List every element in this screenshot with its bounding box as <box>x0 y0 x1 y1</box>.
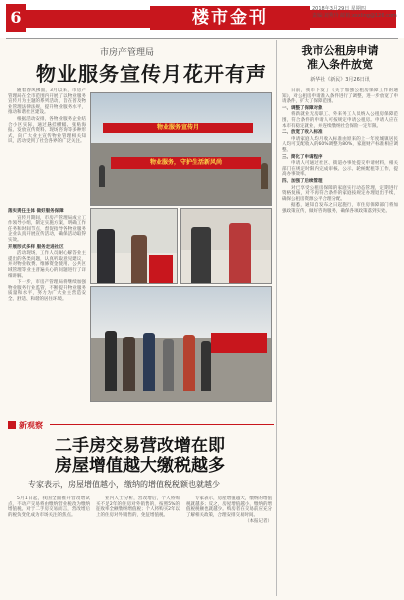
photo-person <box>105 331 117 391</box>
feature-para-3: 专家表示，房屋增值越大，缴纳的增值税就越多；反之，房屋增值越小，缴纳的增值税税额也就越少。购房者在交易前应充分了解相关政策，合理安排交易时间。 <box>186 496 272 518</box>
lead-para-5: 下一步，市房产管理局将继续加强物业服务行业监管，不断提升物业服务质量和水平，努力为广大业主营造安全、舒适、和谐的居住环境。 <box>8 280 86 302</box>
lead-photo-banner-scene <box>90 92 272 206</box>
feature-para-1: 5月1日起，我国全面推开营改增试点，不动产交易将由缴纳营业税改为缴纳增值税。对于二手房交易而言，营改增后的税负变化成为市场关注的焦点。 <box>8 496 90 518</box>
sidebar-subhead-2: 二、放宽了收入标准 <box>282 130 323 136</box>
photo-person <box>99 165 105 187</box>
lead-photo-consultation-2 <box>180 208 272 284</box>
photo-stand <box>149 255 173 283</box>
section-rule <box>50 424 274 425</box>
lead-headline: 物业服务宣传月花开有声 <box>36 62 267 86</box>
photo-person <box>191 227 211 283</box>
lead-subhead-2: 开展形式多样 服务走进社区 <box>8 244 64 250</box>
section-title: 楼市金刊 <box>150 6 310 30</box>
page-header <box>0 0 404 38</box>
lead-subhead-1: 落实责任主体 做好服务保障 <box>8 209 64 214</box>
lead-para-4: 活动现场，工作人员耐心解答业主提出的各类问题，认真听取意见建议，并对物业收费、维修资金使用、公共区域管理等业主普遍关心的问题进行了详细讲解。 <box>8 251 86 279</box>
feature-headline <box>40 436 240 476</box>
photo-ground <box>91 143 271 205</box>
sidebar-para-1: 日前，我市下发了《关于加强公租房保障工作的通知》，对公租房申请准入条件进行了调整，进一步放宽了申请条件，扩大了保障范围。 <box>282 88 398 105</box>
sidebar-headline <box>282 44 398 72</box>
feature-headline-line-2: 房屋增值越大缴税越多 <box>55 456 225 476</box>
feature-author: （本报记者） <box>245 519 272 525</box>
feature-headline-line-1: 二手房交易营改增在即 <box>55 436 225 456</box>
photo-person <box>163 339 174 391</box>
photo-person <box>201 341 211 391</box>
lead-photo-consultation-1 <box>90 208 178 284</box>
sidebar-para-5: 对已享受公租房保障的家庭实行动态管理，定期进行资格复核，对不再符合条件的家庭按规定办理退出手续，确保公租房资源公平合理分配。 <box>282 185 398 202</box>
date-line: 2018年3月29日 星期四 <box>312 6 366 12</box>
feature-para-2: 业内人士分析，营改增后，个人将购买不足2年的住房对外销售的，按照5%的征收率全额缴纳增值税；个人将购买2年以上的住房对外销售的，免征增值税。 <box>96 496 180 518</box>
editor-line: 责编:刘秀玲 邮箱:xxxling@126.com <box>312 13 397 19</box>
sidebar-headline-line-2: 准入条件放宽 <box>307 58 373 71</box>
photo-person <box>143 333 155 391</box>
feature-text-column-1 <box>8 496 90 596</box>
photo-person <box>131 235 147 283</box>
photo-person <box>183 335 195 391</box>
sidebar-para-3: 申请家庭人均月收入标准由原来的上一年度城镇居民人均可支配收入的60%调整为80%，家庭财产标准相应调整。 <box>282 136 398 153</box>
photo-person <box>261 163 268 189</box>
lead-para-2: 根据活动安排，各物业服务企业结合小区实际，通过悬挂横幅、张贴海报、发放宣传资料、现场咨询等多种形式，向广大业主宣传物业管理相关知识，活动受到了社会各界的广泛关注。 <box>8 116 86 145</box>
photo-person <box>97 229 115 283</box>
lead-kicker: 市房产管理局 <box>100 48 155 58</box>
photo-red-board <box>211 333 267 353</box>
banner-bottom: 物业服务，守护生活新风尚 <box>111 157 261 169</box>
section-tag-new-observation: 新观察 <box>8 420 43 431</box>
masthead-meta <box>312 6 397 20</box>
lead-text-column-1 <box>8 88 86 206</box>
section-marker <box>8 421 16 429</box>
sidebar-byline: 新华社《新民》3月26日讯 <box>310 77 370 83</box>
feature-subhead: 专家表示，房屋增值越小，缴纳的增值税税额也就越少 <box>28 480 220 489</box>
lead-para-3: 宣传月期间，市房产管理局成立工作领导小组，制定实施方案，明确工作任务和时间节点，督促指导各物业服务企业认真开展宣传活动，确保活动取得实效。 <box>8 215 86 243</box>
sidebar-headline-line-1: 我市公租房申请 <box>301 44 379 57</box>
photo-sky <box>91 287 271 338</box>
photo-sky <box>91 93 271 143</box>
photo-person <box>123 337 135 391</box>
feature-text-column-3 <box>186 496 272 596</box>
photo-person <box>229 223 251 283</box>
header-rule <box>6 38 398 39</box>
sidebar-para-2: 将新就业无房职工、外来务工人员纳入公租房保障范围，符合条件的申请人可按规定申请公租房。申请人应在本市有稳定就业，并连续缴纳社会保险一定年限。 <box>282 112 398 129</box>
sidebar-para-6: 据悉，通知自发布之日起施行，市住房保障部门将加强政策宣传，做好咨询服务，确保各项政策落到实处。 <box>282 203 398 214</box>
feature-text-column-2 <box>96 496 180 596</box>
sidebar-para-4: 申请人可通过社区、街道办事处提交申请材料，相关部门在规定时限内完成审核、公示、轮候配租等工作，提高办事效率。 <box>282 161 398 178</box>
banner-top: 物业服务宣传月 <box>103 123 253 133</box>
sidebar-subhead-1: 一、调整了保障对象 <box>282 105 323 111</box>
sidebar-subhead-3: 三、简化了申请程序 <box>282 154 323 160</box>
page-number: 6 <box>6 4 26 32</box>
lead-text-column-2 <box>8 208 86 400</box>
sidebar-text <box>282 88 398 594</box>
column-divider <box>276 40 277 596</box>
sidebar-subhead-4: 四、加强了后续管理 <box>282 178 323 184</box>
lead-photo-crowd <box>90 286 272 402</box>
lead-para-1: 随着春风拂面，3月以来，市房产管理局在全市范围内开展了以物业服务宣传月为主题的系列活动，旨在普及物业管理法律法规，提升物业服务水平，推动和谐社区建设。 <box>8 88 86 116</box>
